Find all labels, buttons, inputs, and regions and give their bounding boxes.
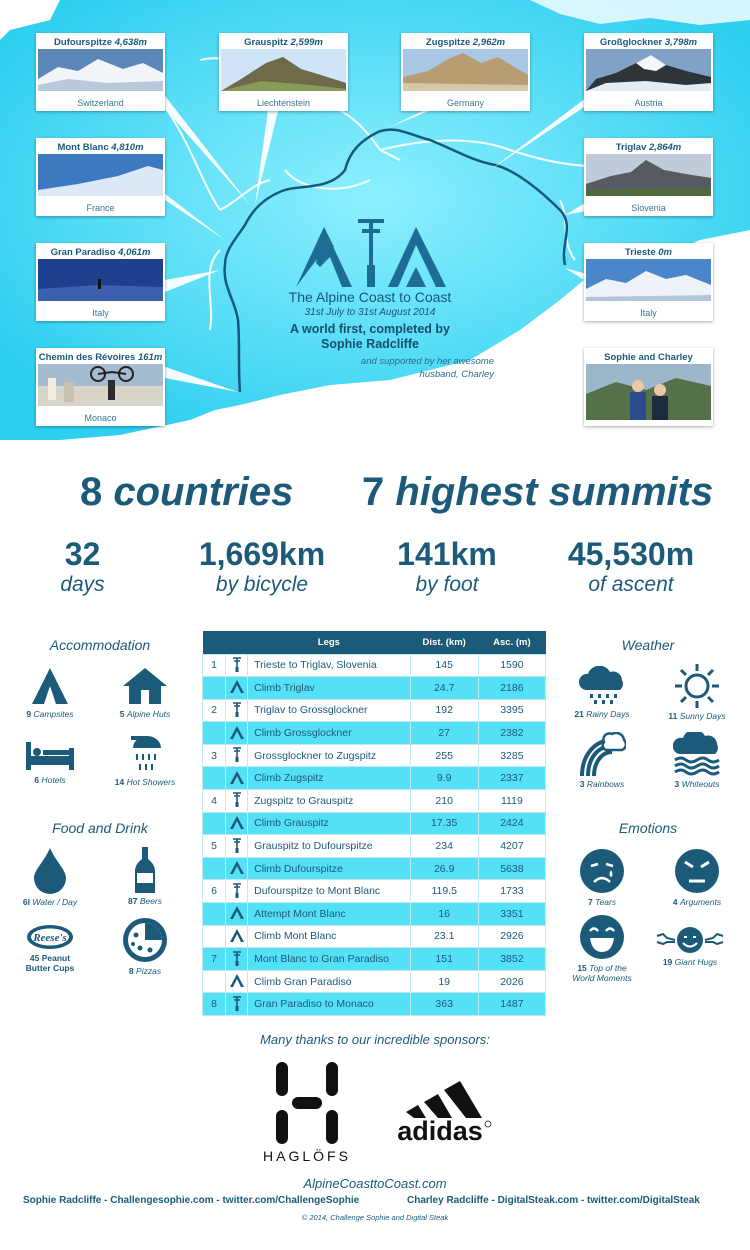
days-label: days bbox=[60, 573, 105, 596]
campsites-item: 9 Campsites bbox=[5, 666, 95, 719]
table-row bbox=[203, 857, 546, 880]
leg-name: Grossglockner to Zugspitz bbox=[248, 744, 410, 767]
bicycle-value: 1,669km bbox=[198, 536, 326, 572]
climb-icon bbox=[226, 677, 248, 700]
bike-icon bbox=[226, 654, 248, 677]
climb-icon bbox=[226, 970, 248, 993]
mountain-photo bbox=[586, 259, 711, 301]
monaco-photo bbox=[38, 364, 163, 406]
table-row bbox=[203, 677, 546, 700]
haglofs-wordmark: HAGLÖFS bbox=[263, 1148, 351, 1164]
leg-distance: 24.7 bbox=[410, 677, 478, 700]
mountain-photo bbox=[221, 49, 346, 91]
tears-item: 7 Tears bbox=[557, 848, 647, 907]
leg-name: Climb Zugspitz bbox=[248, 767, 410, 790]
rainy-days-item: 21 Rainy Days bbox=[557, 666, 647, 719]
card-country: Italy bbox=[92, 308, 109, 318]
leg-name: Triglav to Grossglockner bbox=[248, 699, 410, 722]
sponsors-heading: Many thanks to our incredible sponsors: bbox=[260, 1032, 490, 1047]
summits-number: 7 bbox=[362, 470, 385, 514]
leg-number bbox=[203, 925, 226, 948]
leg-distance: 119.5 bbox=[410, 880, 478, 903]
leg-number: 5 bbox=[203, 835, 226, 858]
bike-icon bbox=[226, 993, 248, 1016]
leg-distance: 9.9 bbox=[410, 767, 478, 790]
bike-icon bbox=[226, 790, 248, 813]
card-montblanc bbox=[36, 138, 165, 216]
water-drop-icon bbox=[32, 848, 68, 894]
mountain-photo bbox=[38, 259, 163, 301]
leg-number: 6 bbox=[203, 880, 226, 903]
card-title: Großglockner bbox=[599, 37, 663, 48]
card-dufourspitze bbox=[36, 33, 165, 111]
table-header-row bbox=[203, 631, 546, 654]
beer-bottle-icon bbox=[135, 847, 155, 893]
food-heading: Food and Drink bbox=[52, 820, 148, 836]
leg-name: Dufourspitze to Mont Blanc bbox=[248, 880, 410, 903]
card-title: Mont Blanc bbox=[57, 142, 109, 153]
world-first-line2: Sophie Radcliffe bbox=[321, 337, 419, 351]
foot-value: 141km bbox=[397, 536, 497, 572]
climb-icon bbox=[226, 767, 248, 790]
card-height: 2,962m bbox=[472, 37, 506, 48]
route-map bbox=[0, 0, 750, 445]
climb-icon bbox=[226, 722, 248, 745]
angry-face-icon bbox=[674, 848, 720, 894]
leg-distance: 234 bbox=[410, 835, 478, 858]
header-distance: Dist. (km) bbox=[410, 631, 478, 654]
logo-text: ATA bbox=[371, 219, 373, 220]
days-value: 32 bbox=[64, 536, 101, 572]
card-country: Liechtenstein bbox=[256, 98, 311, 108]
rain-cloud-icon bbox=[578, 666, 626, 706]
whiteouts-item: 3 Whiteouts bbox=[652, 732, 742, 789]
card-sophie-charley bbox=[584, 348, 713, 426]
card-height: 4,810m bbox=[111, 142, 144, 153]
leg-number bbox=[203, 677, 226, 700]
table-row bbox=[203, 654, 546, 677]
leg-number bbox=[203, 767, 226, 790]
campaign-title: The Alpine Coast to Coast bbox=[288, 289, 452, 305]
leg-distance: 210 bbox=[410, 790, 478, 813]
world-first-line1: A world first, completed by bbox=[290, 322, 450, 336]
card-title: Gran Paradiso bbox=[50, 247, 116, 258]
rainbow-icon bbox=[578, 732, 626, 776]
haglofs-logo bbox=[262, 1058, 352, 1164]
leg-distance: 26.9 bbox=[410, 857, 478, 880]
leg-number bbox=[203, 857, 226, 880]
card-height: 2,599m bbox=[290, 37, 323, 48]
climb-icon bbox=[226, 857, 248, 880]
tent-icon bbox=[30, 666, 70, 706]
leg-name: Climb Gran Paradiso bbox=[248, 970, 410, 993]
pizzas-item: 8 Pizzas bbox=[100, 917, 190, 976]
countries-word: countries bbox=[113, 470, 294, 514]
leg-ascent: 3285 bbox=[478, 744, 545, 767]
emotions-heading: Emotions bbox=[618, 820, 678, 836]
card-country: Switzerland bbox=[77, 98, 124, 108]
card-country: Italy bbox=[640, 308, 657, 318]
leg-ascent: 1590 bbox=[478, 654, 545, 677]
card-grauspitz bbox=[219, 33, 348, 111]
footer-sophie-links[interactable]: Sophie Radcliffe - Challengesophie.com - twitter.com/ChallengeSophie bbox=[23, 1195, 360, 1206]
table-row bbox=[203, 925, 546, 948]
adidas-wordmark: adidas bbox=[397, 1116, 483, 1142]
table-row bbox=[203, 970, 546, 993]
reeses-logo-text: Reese's bbox=[33, 932, 67, 944]
leg-number bbox=[203, 970, 226, 993]
card-height: 0m bbox=[658, 247, 672, 258]
leg-ascent: 1487 bbox=[478, 993, 545, 1016]
beers-item: 87 Beers bbox=[100, 847, 190, 906]
bike-icon bbox=[226, 835, 248, 858]
hut-icon bbox=[123, 666, 167, 706]
card-country: France bbox=[86, 203, 115, 213]
leg-ascent: 5638 bbox=[478, 857, 545, 880]
leg-number: 1 bbox=[203, 654, 226, 677]
alpine-huts-item: 5 Alpine Huts bbox=[100, 666, 190, 719]
rainbows-item: 3 Rainbows bbox=[557, 732, 647, 789]
leg-name: Grauspitz to Dufourspitze bbox=[248, 835, 410, 858]
leg-distance: 17.35 bbox=[410, 812, 478, 835]
card-title: Trieste bbox=[624, 247, 656, 258]
leg-name: Zugspitz to Grauspitz bbox=[248, 790, 410, 813]
leg-name: Climb Dufourspitze bbox=[248, 857, 410, 880]
sunny-days-item: 11 Sunny Days bbox=[652, 664, 742, 721]
peanut-butter-item: Reese's 45 Peanut Butter Cups bbox=[5, 924, 95, 973]
leg-number: 4 bbox=[203, 790, 226, 813]
leg-ascent: 3852 bbox=[478, 948, 545, 971]
bike-icon bbox=[226, 948, 248, 971]
card-title: Grauspitz bbox=[244, 37, 288, 48]
hotels-item: 6 Hotels bbox=[5, 738, 95, 785]
table-row bbox=[203, 993, 546, 1016]
table-row bbox=[203, 948, 546, 971]
mountain-photo bbox=[38, 49, 163, 91]
leg-number: 7 bbox=[203, 948, 226, 971]
ascent-value: 45,530m bbox=[567, 536, 695, 572]
table-row bbox=[203, 880, 546, 903]
card-granparadiso bbox=[36, 243, 165, 321]
card-country: Slovenia bbox=[631, 203, 666, 213]
table-row bbox=[203, 903, 546, 926]
mountain-photo bbox=[403, 49, 528, 91]
leg-name: Climb Grossglockner bbox=[248, 722, 410, 745]
card-title: Sophie and Charley bbox=[604, 352, 693, 363]
leg-distance: 151 bbox=[410, 948, 478, 971]
leg-distance: 19 bbox=[410, 970, 478, 993]
card-chemin bbox=[36, 348, 165, 426]
support-note bbox=[330, 355, 494, 381]
top-of-world-item: 15 Top of the World Moments bbox=[557, 914, 647, 983]
header-legs: Legs bbox=[248, 631, 410, 654]
whiteout-icon bbox=[673, 732, 721, 776]
mountain-photo bbox=[586, 49, 711, 91]
leg-ascent: 2424 bbox=[478, 812, 545, 835]
card-trieste bbox=[584, 243, 713, 321]
leg-ascent: 3395 bbox=[478, 699, 545, 722]
card-height: 161m bbox=[137, 352, 163, 363]
leg-ascent: 3351 bbox=[478, 903, 545, 926]
couple-photo bbox=[586, 364, 711, 420]
leg-name: Climb Grauspitz bbox=[248, 812, 410, 835]
water-item: 6l Water / Day bbox=[5, 848, 95, 907]
leg-ascent: 2026 bbox=[478, 970, 545, 993]
card-triglav bbox=[584, 138, 713, 216]
adidas-logo bbox=[388, 1068, 498, 1142]
card-height: 2,864m bbox=[649, 142, 682, 153]
world-first bbox=[230, 322, 510, 352]
leg-name: Climb Mont Blanc bbox=[248, 925, 410, 948]
leg-number bbox=[203, 722, 226, 745]
weather-heading: Weather bbox=[621, 637, 675, 653]
foot-label: by foot bbox=[415, 573, 479, 596]
table-row bbox=[203, 699, 546, 722]
laughing-face-icon bbox=[579, 914, 625, 960]
pizza-icon bbox=[122, 917, 168, 963]
leg-ascent: 2186 bbox=[478, 677, 545, 700]
card-zugspitze bbox=[401, 33, 530, 111]
table-row bbox=[203, 835, 546, 858]
summits-stat bbox=[362, 470, 713, 515]
leg-name: Attempt Mont Blanc bbox=[248, 903, 410, 926]
hot-showers-item: 14 Hot Showers bbox=[100, 734, 190, 787]
card-height: 4,061m bbox=[118, 247, 151, 258]
legs-body bbox=[203, 654, 546, 1016]
header-ascent: Asc. (m) bbox=[478, 631, 545, 654]
card-country: Monaco bbox=[84, 413, 117, 423]
giant-hugs-item: 19 Giant Hugs bbox=[645, 926, 735, 967]
leg-ascent: 1733 bbox=[478, 880, 545, 903]
bike-icon bbox=[226, 699, 248, 722]
header-blank bbox=[203, 631, 248, 654]
table-row bbox=[203, 744, 546, 767]
bed-icon bbox=[26, 738, 74, 772]
hug-face-icon bbox=[655, 926, 725, 954]
card-title: Dufourspitze bbox=[54, 37, 113, 48]
leg-name: Climb Triglav bbox=[248, 677, 410, 700]
leg-number: 2 bbox=[203, 699, 226, 722]
footer-website-link[interactable]: AlpineCoasttoCoast.com bbox=[303, 1176, 447, 1191]
table-row bbox=[203, 722, 546, 745]
campaign-dates: 31st July to 31st August 2014 bbox=[304, 307, 436, 318]
mountain-photo bbox=[38, 154, 163, 196]
leg-name: Mont Blanc to Gran Paradiso bbox=[248, 948, 410, 971]
climb-icon bbox=[226, 925, 248, 948]
legs-table bbox=[202, 631, 546, 1016]
crying-face-icon bbox=[579, 848, 625, 894]
bike-icon bbox=[226, 744, 248, 767]
summits-word: highest summits bbox=[395, 470, 714, 514]
leg-ascent: 2382 bbox=[478, 722, 545, 745]
card-height: 4,638m bbox=[114, 37, 147, 48]
sun-icon bbox=[675, 664, 719, 708]
table-row bbox=[203, 767, 546, 790]
support-line2: husband, Charley bbox=[419, 369, 494, 380]
leg-ascent: 2926 bbox=[478, 925, 545, 948]
leg-distance: 23.1 bbox=[410, 925, 478, 948]
leg-number bbox=[203, 812, 226, 835]
leg-distance: 192 bbox=[410, 699, 478, 722]
card-title: Zugspitze bbox=[425, 37, 471, 48]
leg-name: Gran Paradiso to Monaco bbox=[248, 993, 410, 1016]
countries-number: 8 bbox=[80, 470, 103, 514]
leg-distance: 363 bbox=[410, 993, 478, 1016]
card-country: Austria bbox=[634, 98, 663, 108]
leg-ascent: 1119 bbox=[478, 790, 545, 813]
shower-icon bbox=[125, 734, 165, 774]
leg-number bbox=[203, 903, 226, 926]
ascent-label: of ascent bbox=[588, 573, 674, 596]
countries-stat bbox=[80, 470, 293, 515]
footer-copyright: © 2014, Challenge Sophie and Digital Steak bbox=[301, 1213, 449, 1222]
leg-distance: 27 bbox=[410, 722, 478, 745]
leg-name: Trieste to Triglav, Slovenia bbox=[248, 654, 410, 677]
card-title: Triglav bbox=[615, 142, 647, 153]
card-height: 3,798m bbox=[664, 37, 698, 48]
leg-ascent: 4207 bbox=[478, 835, 545, 858]
climb-icon bbox=[226, 812, 248, 835]
leg-distance: 145 bbox=[410, 654, 478, 677]
leg-distance: 16 bbox=[410, 903, 478, 926]
leg-number: 8 bbox=[203, 993, 226, 1016]
accommodation-heading: Accommodation bbox=[49, 637, 151, 653]
leg-distance: 255 bbox=[410, 744, 478, 767]
support-line1: and supported by her awesome bbox=[360, 356, 494, 367]
leg-number: 3 bbox=[203, 744, 226, 767]
card-title: Chemin des Révoires bbox=[38, 352, 136, 363]
bike-icon bbox=[226, 880, 248, 903]
reeses-logo-icon bbox=[26, 924, 74, 950]
climb-icon bbox=[226, 903, 248, 926]
table-row bbox=[203, 812, 546, 835]
card-grossglockner bbox=[584, 33, 713, 111]
bicycle-label: by bicycle bbox=[215, 573, 309, 596]
footer-charley-links[interactable]: Charley Radcliffe - DigitalSteak.com - twitter.com/DigitalSteak bbox=[407, 1195, 700, 1206]
mountain-photo bbox=[586, 154, 711, 196]
card-country: Germany bbox=[446, 98, 484, 108]
leg-ascent: 2337 bbox=[478, 767, 545, 790]
arguments-item: 4 Arguments bbox=[652, 848, 742, 907]
ata-logo bbox=[296, 207, 446, 293]
table-row bbox=[203, 790, 546, 813]
